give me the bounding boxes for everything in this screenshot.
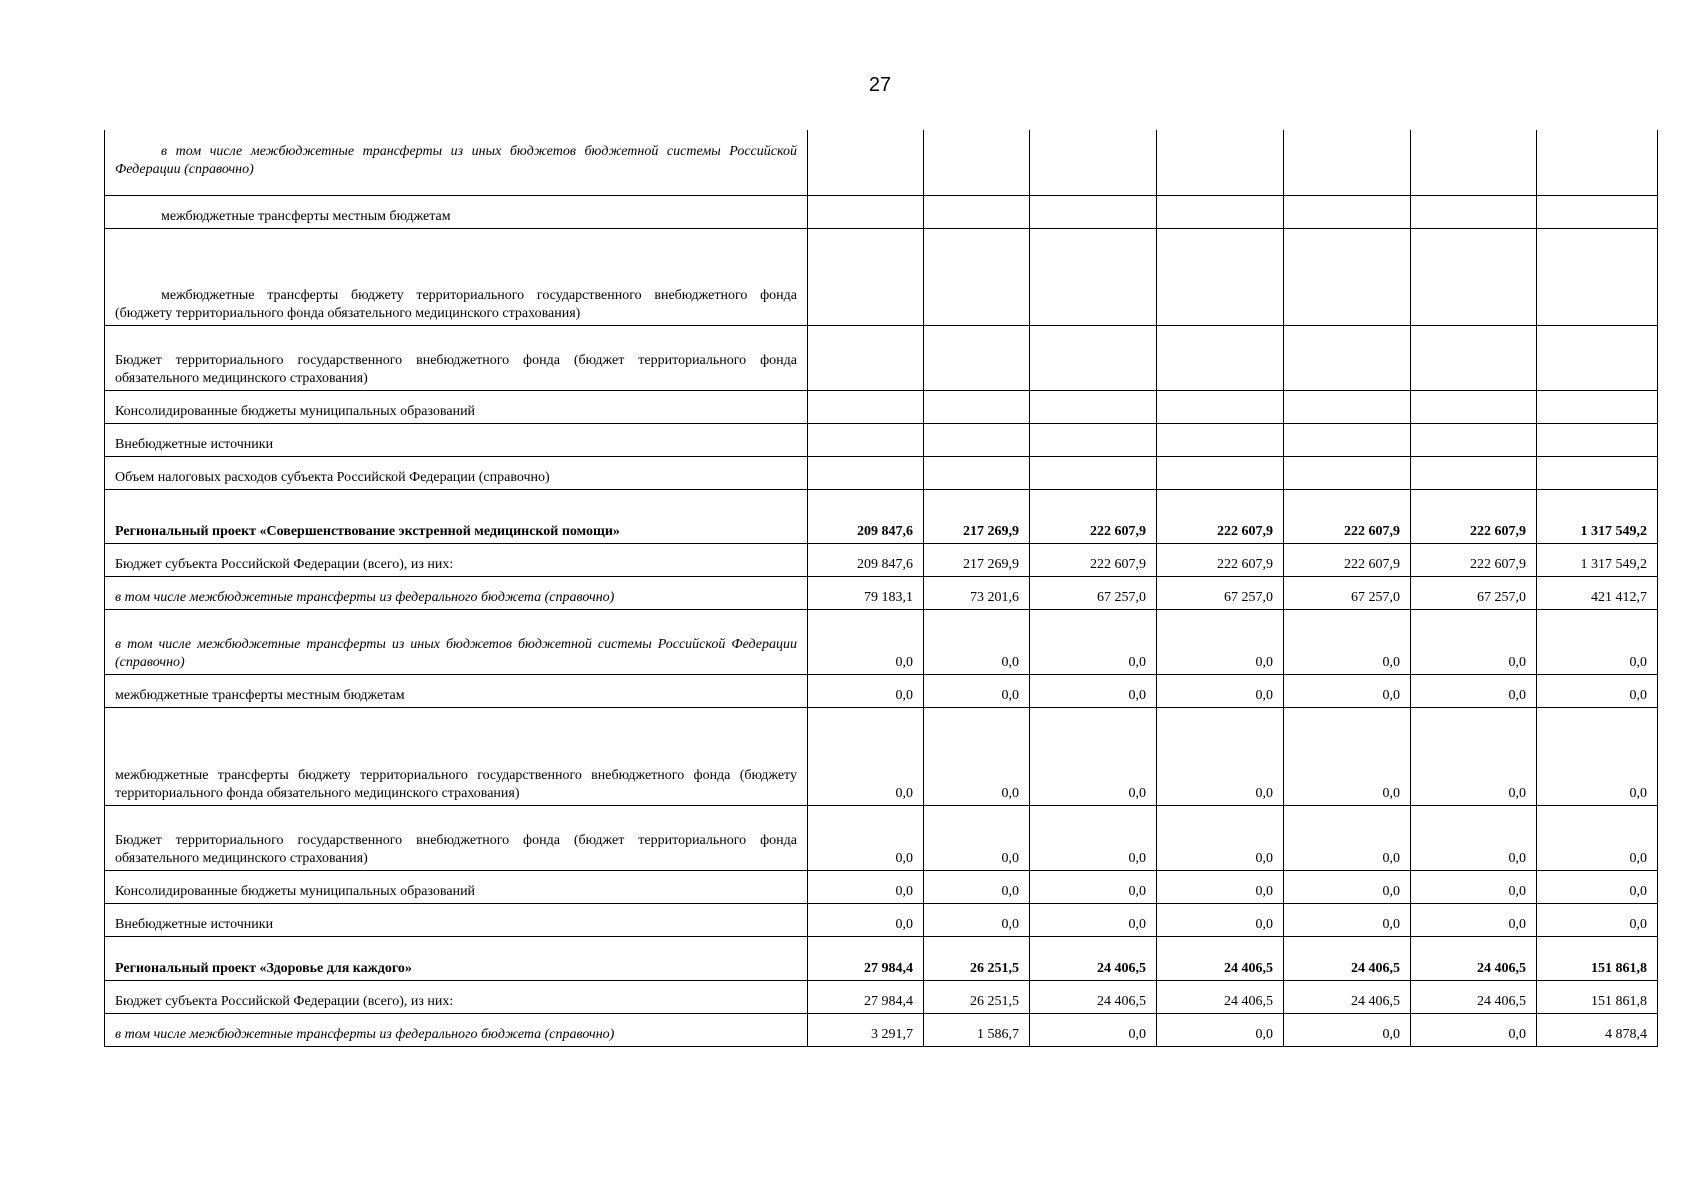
table-row xyxy=(105,576,1658,609)
value-cell xyxy=(1411,325,1537,390)
row-label-text: Внебюджетные источники xyxy=(115,436,274,452)
table-row xyxy=(105,805,1658,870)
row-label-text: межбюджетные трансферты бюджету территориального государственного внебюджетного фонда (бюджету территориального фонда обязательного медицинского страхования) xyxy=(115,767,797,801)
row-label xyxy=(105,674,808,707)
value-cell: 0,0 xyxy=(1411,903,1537,936)
value-cell: 222 607,9 xyxy=(1411,543,1537,576)
value-cell: 0,0 xyxy=(1537,707,1658,805)
row-label-text: в том числе межбюджетные трансферты из федерального бюджета (справочно) xyxy=(115,1026,615,1042)
value-cell: 0,0 xyxy=(1030,609,1157,674)
value-cell: 0,0 xyxy=(1284,870,1411,903)
value-cell xyxy=(924,130,1030,195)
row-label-text: в том числе межбюджетные трансферты из федерального бюджета (справочно) xyxy=(115,589,615,605)
value-cell xyxy=(1157,130,1284,195)
budget-table-body xyxy=(105,130,1658,1046)
value-cell: 0,0 xyxy=(808,903,924,936)
row-label xyxy=(105,543,808,576)
row-label-text: Региональный проект «Совершенствование экстренной медицинской помощи» xyxy=(115,523,620,539)
value-cell xyxy=(924,423,1030,456)
value-cell: 0,0 xyxy=(1537,609,1658,674)
table-row xyxy=(105,390,1658,423)
value-cell: 73 201,6 xyxy=(924,576,1030,609)
value-cell: 222 607,9 xyxy=(1284,543,1411,576)
value-cell: 26 251,5 xyxy=(924,980,1030,1013)
row-label xyxy=(105,870,808,903)
row-label xyxy=(105,707,808,805)
row-label xyxy=(105,390,808,423)
value-cell xyxy=(924,325,1030,390)
value-cell: 0,0 xyxy=(1284,674,1411,707)
value-cell: 0,0 xyxy=(1284,903,1411,936)
page-number: 27 xyxy=(868,74,892,96)
value-cell: 27 984,4 xyxy=(808,936,924,980)
row-label-text: Бюджет субъекта Российской Федерации (всего), из них: xyxy=(115,993,454,1009)
table-row xyxy=(105,674,1658,707)
row-label xyxy=(105,325,808,390)
value-cell: 0,0 xyxy=(1411,805,1537,870)
table-row xyxy=(105,456,1658,489)
value-cell: 27 984,4 xyxy=(808,980,924,1013)
value-cell: 0,0 xyxy=(924,903,1030,936)
value-cell: 79 183,1 xyxy=(808,576,924,609)
table-row xyxy=(105,130,1658,195)
row-label-text: межбюджетные трансферты бюджету территориального государственного внебюджетного фонда (бюджету территориального фонда обязательного медицинского страхования) xyxy=(115,287,797,321)
table-row xyxy=(105,707,1658,805)
row-label xyxy=(105,489,808,543)
value-cell xyxy=(1284,130,1411,195)
value-cell: 0,0 xyxy=(1411,674,1537,707)
row-label xyxy=(105,456,808,489)
value-cell xyxy=(1030,423,1157,456)
table-row xyxy=(105,609,1658,674)
value-cell: 0,0 xyxy=(1157,1013,1284,1046)
value-cell: 0,0 xyxy=(1157,903,1284,936)
value-cell: 0,0 xyxy=(1411,707,1537,805)
row-label-text: Консолидированные бюджеты муниципальных образований xyxy=(115,403,476,419)
value-cell: 0,0 xyxy=(1030,870,1157,903)
value-cell: 0,0 xyxy=(1537,870,1658,903)
value-cell xyxy=(1411,228,1537,325)
table-row xyxy=(105,980,1658,1013)
value-cell: 217 269,9 xyxy=(924,489,1030,543)
value-cell xyxy=(808,195,924,228)
value-cell: 209 847,6 xyxy=(808,543,924,576)
value-cell: 0,0 xyxy=(1030,674,1157,707)
value-cell xyxy=(1157,423,1284,456)
value-cell xyxy=(1537,390,1658,423)
row-label-text: Региональный проект «Здоровье для каждого» xyxy=(115,960,412,976)
value-cell: 222 607,9 xyxy=(1030,543,1157,576)
value-cell xyxy=(1030,228,1157,325)
value-cell: 0,0 xyxy=(924,870,1030,903)
value-cell: 0,0 xyxy=(924,609,1030,674)
value-cell xyxy=(1284,423,1411,456)
value-cell xyxy=(1030,130,1157,195)
value-cell xyxy=(1030,456,1157,489)
value-cell xyxy=(808,130,924,195)
row-label xyxy=(105,195,808,228)
value-cell: 0,0 xyxy=(1030,1013,1157,1046)
value-cell: 0,0 xyxy=(1157,707,1284,805)
value-cell xyxy=(1284,456,1411,489)
value-cell xyxy=(1030,195,1157,228)
value-cell xyxy=(808,456,924,489)
value-cell: 26 251,5 xyxy=(924,936,1030,980)
value-cell: 1 317 549,2 xyxy=(1537,543,1658,576)
value-cell: 0,0 xyxy=(1537,805,1658,870)
value-cell xyxy=(1411,423,1537,456)
value-cell: 0,0 xyxy=(1537,674,1658,707)
value-cell: 0,0 xyxy=(924,707,1030,805)
value-cell xyxy=(1537,195,1658,228)
table-row xyxy=(105,1013,1658,1046)
value-cell: 217 269,9 xyxy=(924,543,1030,576)
value-cell: 24 406,5 xyxy=(1284,936,1411,980)
value-cell: 24 406,5 xyxy=(1411,936,1537,980)
value-cell xyxy=(1157,228,1284,325)
row-label xyxy=(105,228,808,325)
row-label-text: в том числе межбюджетные трансферты из иных бюджетов бюджетной системы Российской Федерации (справочно) xyxy=(115,636,797,670)
value-cell xyxy=(808,390,924,423)
table-row xyxy=(105,903,1658,936)
value-cell: 222 607,9 xyxy=(1030,489,1157,543)
value-cell xyxy=(924,390,1030,423)
row-label-text: Консолидированные бюджеты муниципальных образований xyxy=(115,883,476,899)
row-label xyxy=(105,1013,808,1046)
table-row xyxy=(105,489,1658,543)
value-cell: 0,0 xyxy=(808,805,924,870)
value-cell xyxy=(1157,325,1284,390)
value-cell: 0,0 xyxy=(1411,609,1537,674)
value-cell xyxy=(1284,325,1411,390)
row-label xyxy=(105,936,808,980)
row-label-text: Бюджет территориального государственного внебюджетного фонда (бюджет территориального фонда обязательного медицинского страхования) xyxy=(115,832,797,866)
value-cell: 421 412,7 xyxy=(1537,576,1658,609)
value-cell xyxy=(1537,325,1658,390)
table-row xyxy=(105,936,1658,980)
value-cell xyxy=(808,423,924,456)
value-cell xyxy=(924,456,1030,489)
row-label xyxy=(105,423,808,456)
value-cell xyxy=(1411,195,1537,228)
value-cell: 222 607,9 xyxy=(1157,489,1284,543)
value-cell xyxy=(924,195,1030,228)
value-cell: 0,0 xyxy=(808,707,924,805)
value-cell xyxy=(1157,195,1284,228)
value-cell: 67 257,0 xyxy=(1157,576,1284,609)
value-cell: 0,0 xyxy=(808,609,924,674)
value-cell xyxy=(924,228,1030,325)
row-label xyxy=(105,576,808,609)
value-cell: 151 861,8 xyxy=(1537,936,1658,980)
value-cell: 24 406,5 xyxy=(1030,936,1157,980)
value-cell: 1 317 549,2 xyxy=(1537,489,1658,543)
row-label-text: Объем налоговых расходов субъекта Российской Федерации (справочно) xyxy=(115,469,550,485)
value-cell: 0,0 xyxy=(1030,707,1157,805)
row-label-text: Внебюджетные источники xyxy=(115,916,274,932)
row-label-text: Бюджет субъекта Российской Федерации (всего), из них: xyxy=(115,556,454,572)
value-cell: 4 878,4 xyxy=(1537,1013,1658,1046)
value-cell xyxy=(1537,228,1658,325)
value-cell: 0,0 xyxy=(1284,707,1411,805)
row-label-text: в том числе межбюджетные трансферты из иных бюджетов бюджетной системы Российской Федерации (справочно) xyxy=(115,144,797,178)
value-cell: 0,0 xyxy=(1411,1013,1537,1046)
value-cell: 24 406,5 xyxy=(1411,980,1537,1013)
value-cell xyxy=(1157,456,1284,489)
value-cell xyxy=(1411,390,1537,423)
value-cell: 0,0 xyxy=(1157,674,1284,707)
row-label xyxy=(105,130,808,195)
row-label-text: межбюджетные трансферты местным бюджетам xyxy=(161,208,451,224)
table-row xyxy=(105,543,1658,576)
value-cell xyxy=(1030,390,1157,423)
value-cell xyxy=(1537,130,1658,195)
value-cell: 0,0 xyxy=(1157,805,1284,870)
value-cell: 0,0 xyxy=(1537,903,1658,936)
value-cell xyxy=(1157,390,1284,423)
value-cell: 24 406,5 xyxy=(1157,936,1284,980)
row-label xyxy=(105,609,808,674)
row-label-text: Бюджет территориального государственного внебюджетного фонда (бюджет территориального фонда обязательного медицинского страхования) xyxy=(115,352,797,386)
value-cell: 24 406,5 xyxy=(1284,980,1411,1013)
value-cell xyxy=(1537,423,1658,456)
table-row xyxy=(105,870,1658,903)
budget-table xyxy=(104,130,1658,1047)
value-cell: 0,0 xyxy=(924,674,1030,707)
value-cell: 0,0 xyxy=(1030,903,1157,936)
value-cell: 222 607,9 xyxy=(1411,489,1537,543)
value-cell: 0,0 xyxy=(1411,870,1537,903)
value-cell: 0,0 xyxy=(1284,1013,1411,1046)
table-row xyxy=(105,195,1658,228)
value-cell xyxy=(1284,390,1411,423)
value-cell xyxy=(1284,195,1411,228)
value-cell: 222 607,9 xyxy=(1157,543,1284,576)
value-cell xyxy=(808,228,924,325)
value-cell xyxy=(1537,456,1658,489)
value-cell xyxy=(1030,325,1157,390)
value-cell: 24 406,5 xyxy=(1157,980,1284,1013)
value-cell: 67 257,0 xyxy=(1284,576,1411,609)
value-cell: 67 257,0 xyxy=(1030,576,1157,609)
value-cell: 0,0 xyxy=(1284,609,1411,674)
value-cell: 1 586,7 xyxy=(924,1013,1030,1046)
value-cell xyxy=(1411,130,1537,195)
value-cell: 3 291,7 xyxy=(808,1013,924,1046)
value-cell xyxy=(808,325,924,390)
value-cell xyxy=(1411,456,1537,489)
value-cell: 0,0 xyxy=(808,674,924,707)
value-cell: 24 406,5 xyxy=(1030,980,1157,1013)
table-row xyxy=(105,423,1658,456)
row-label xyxy=(105,980,808,1013)
value-cell: 151 861,8 xyxy=(1537,980,1658,1013)
row-label-text: межбюджетные трансферты местным бюджетам xyxy=(115,687,405,703)
value-cell: 0,0 xyxy=(1157,870,1284,903)
value-cell xyxy=(1284,228,1411,325)
value-cell: 0,0 xyxy=(1157,609,1284,674)
table-row xyxy=(105,228,1658,325)
value-cell: 209 847,6 xyxy=(808,489,924,543)
value-cell: 0,0 xyxy=(1030,805,1157,870)
value-cell: 67 257,0 xyxy=(1411,576,1537,609)
value-cell: 0,0 xyxy=(924,805,1030,870)
value-cell: 0,0 xyxy=(808,870,924,903)
table-row xyxy=(105,325,1658,390)
row-label xyxy=(105,805,808,870)
value-cell: 222 607,9 xyxy=(1284,489,1411,543)
row-label xyxy=(105,903,808,936)
value-cell: 0,0 xyxy=(1284,805,1411,870)
